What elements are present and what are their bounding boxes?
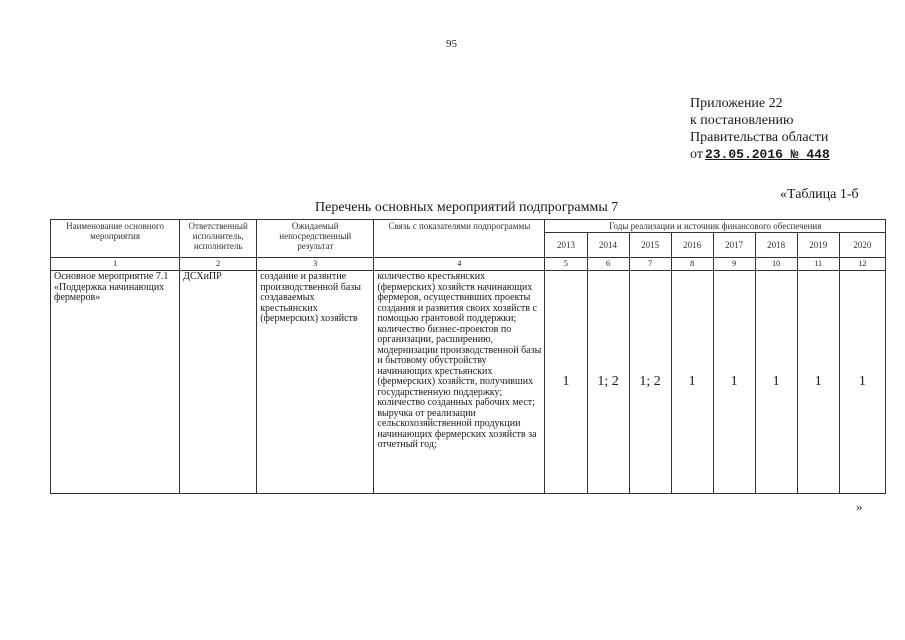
column-number: 8 (671, 258, 713, 271)
column-number: 7 (629, 258, 671, 271)
year-value: 1 (839, 271, 885, 494)
column-number: 4 (374, 258, 545, 271)
header-result: Ожидаемый непосредственный результат (257, 220, 374, 258)
table-note: «Таблица 1-б (780, 187, 859, 202)
year-cell: 2020 (839, 233, 885, 258)
decree-date: 23.05.2016 № 448 (704, 147, 830, 162)
year-value: 1 (755, 271, 797, 494)
measure-result: создание и развитие производственной базы создаваемых крестьянских (фермерских) хозяйств (257, 271, 374, 494)
column-number-row (51, 258, 886, 271)
column-number: 11 (797, 258, 839, 271)
year-cell: 2016 (671, 233, 713, 258)
measure-indicators: количество крестьянских (фермерских) хозяйств начинающих фермеров, осуществивших проекты создания и развития своих хозяйств с помощью грантовой поддержки; количество бизнес-проектов по организации, расширению, модернизации производственной базы и бытовому обустройству начинающих крестьянских (фермерских) хозяйств, получивших государственную поддержку; количество созданных рабочих мест; выручка от реализации сельскохозяйственной продукции начинающих фермерских хозяйств за отчетный год; (374, 271, 545, 494)
header-years-group: Годы реализации и источник финансового обеспечения (545, 220, 886, 233)
column-number: 10 (755, 258, 797, 271)
table-title: Перечень основных мероприятий подпрограммы 7 (315, 200, 619, 215)
year-cell: 2013 (545, 233, 587, 258)
year-cell: 2018 (755, 233, 797, 258)
header-indicators: Связь с показателями подпрограммы (374, 220, 545, 258)
year-cell: 2015 (629, 233, 671, 258)
column-number: 3 (257, 258, 374, 271)
year-value: 1 (713, 271, 755, 494)
appendix-line-1: Приложение 22 (690, 96, 783, 111)
date-prefix: от (690, 147, 703, 162)
header-name: Наименование основного мероприятия (51, 220, 180, 258)
appendix-date-line (690, 146, 830, 163)
column-number: 6 (587, 258, 629, 271)
measure-name: Основное мероприятие 7.1 «Поддержка начинающих фермеров» (51, 271, 180, 494)
year-value: 1; 2 (629, 271, 671, 494)
year-cell: 2017 (713, 233, 755, 258)
column-number: 9 (713, 258, 755, 271)
year-value: 1; 2 (587, 271, 629, 494)
column-number: 1 (51, 258, 180, 271)
header-row (51, 220, 886, 233)
measures-table (50, 219, 886, 494)
year-value: 1 (671, 271, 713, 494)
year-cell: 2014 (587, 233, 629, 258)
appendix-line-2: к постановлению (690, 113, 794, 128)
page-number: 95 (446, 38, 457, 50)
appendix-line-3: Правительства области (690, 130, 829, 145)
year-value: 1 (797, 271, 839, 494)
table-row (51, 271, 886, 494)
appendix-header (690, 95, 830, 163)
year-value: 1 (545, 271, 587, 494)
column-number: 2 (180, 258, 257, 271)
measure-executor: ДСХиПР (180, 271, 257, 494)
year-cell: 2019 (797, 233, 839, 258)
column-number: 12 (839, 258, 885, 271)
column-number: 5 (545, 258, 587, 271)
header-executor: Ответственный исполнитель, исполнитель (180, 220, 257, 258)
closing-quote-mark: » (856, 499, 863, 514)
